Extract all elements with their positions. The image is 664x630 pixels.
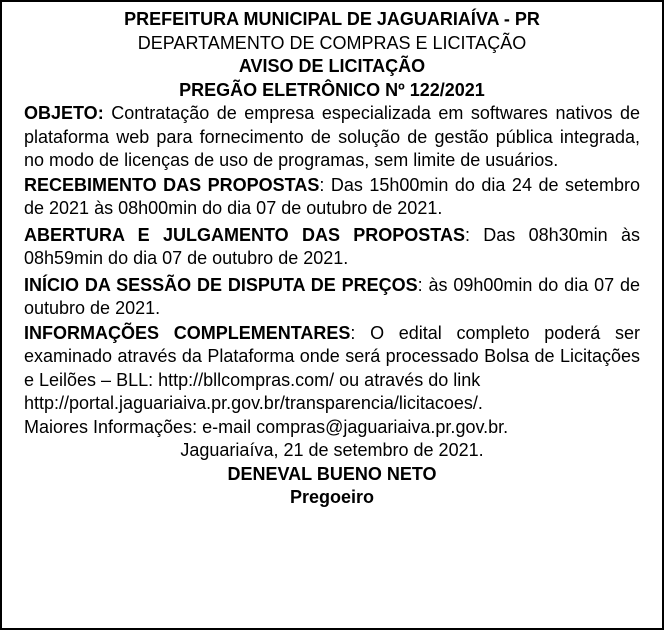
- informacoes-text: : O edital completo poderá ser examinado através da Plataforma onde será processado Bolsa de Licitações e Leilões – BLL: http://bllcompras.com/ ou através do link: [24, 322, 640, 390]
- procedure-number: PREGÃO ELETRÔNICO Nº 122/2021: [179, 79, 485, 100]
- objeto-label: OBJETO:: [24, 103, 104, 123]
- recebimento-label: RECEBIMENTO DAS PROPOSTAS: [24, 174, 320, 195]
- portal-link-line: [24, 392, 640, 416]
- section-recebimento: [24, 174, 640, 221]
- signatory-name: DENEVAL BUENO NETO: [227, 463, 437, 484]
- section-inicio: [24, 274, 640, 321]
- department-name: DEPARTAMENTO DE COMPRAS E LICITAÇÃO: [137, 32, 527, 53]
- recebimento-text: : Das 15h00min do dia 24 de setembro de 2021 às 08h00min do dia 07 de outubro de 2021.: [24, 174, 640, 218]
- inicio-label: INÍCIO DA SESSÃO DE DISPUTA DE PREÇOS: [24, 274, 418, 295]
- section-abertura: [24, 224, 640, 271]
- portal-link[interactable]: http://portal.jaguariaiva.pr.gov.br/transparencia/licitacoes/.: [24, 393, 483, 413]
- objeto-text: Contratação de empresa especializada em softwares nativos de plataforma web para fornecimento de solução de gestão pública integrada, no modo de licenças de uso de programas, sem limite de usuários.: [24, 103, 640, 170]
- abertura-text: : Das 08h30min às 08h59min do dia 07 de outubro de 2021.: [24, 224, 640, 268]
- contact-line: Maiores Informações: e-mail compras@jaguariaiva.pr.gov.br.: [24, 416, 509, 437]
- municipality-title: PREFEITURA MUNICIPAL DE JAGUARIAÍVA - PR: [124, 9, 540, 29]
- abertura-label: ABERTURA E JULGAMENTO DAS PROPOSTAS: [24, 224, 465, 245]
- informacoes-label: INFORMAÇÕES COMPLEMENTARES: [24, 322, 351, 343]
- section-objeto: [24, 102, 640, 173]
- section-informacoes: [24, 322, 640, 393]
- place-date: Jaguariaíva, 21 de setembro de 2021.: [180, 440, 484, 460]
- inicio-text: : às 09h00min do dia 07 de outubro de 2021.: [24, 274, 640, 318]
- notice-type: AVISO DE LICITAÇÃO: [238, 56, 426, 76]
- signatory-role: Pregoeiro: [289, 487, 375, 507]
